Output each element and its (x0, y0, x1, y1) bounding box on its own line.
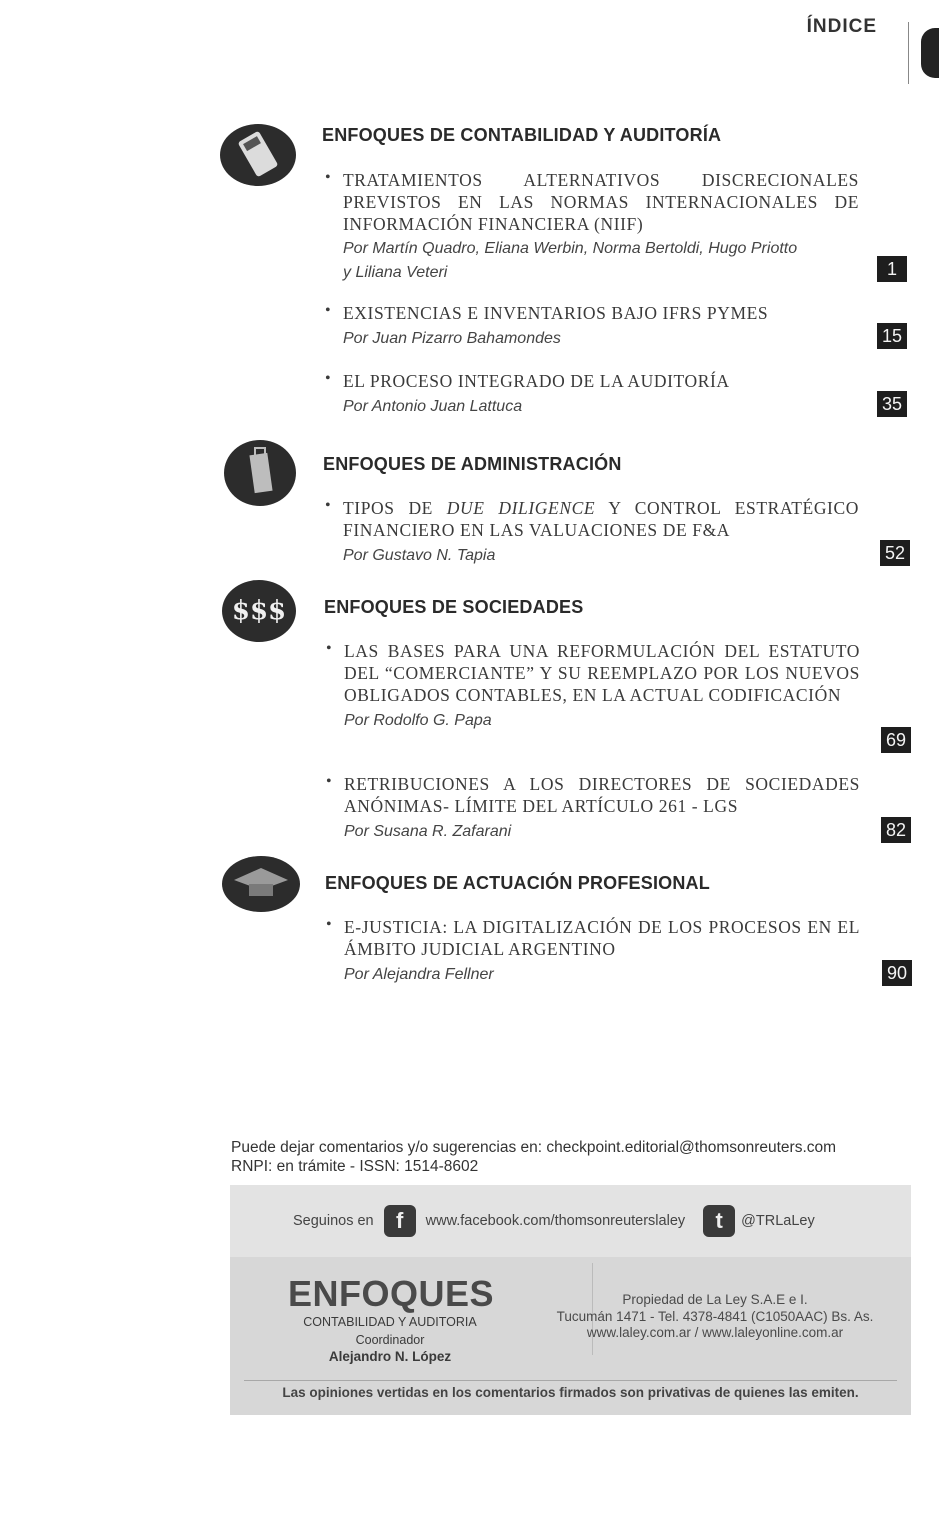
article-title[interactable]: TRATAMIENTOS ALTERNATIVOS DISCRECIONALES PREVISTOS EN LAS NORMAS INTERNACIONALES DE INFORMACIÓN FINANCIERA (NIIF) (343, 170, 859, 234)
follow-label: Seguinos en (293, 1213, 374, 1229)
publisher-address: Tucumán 1471 - Tel. 4378-4841 (C1050AAC) Bs. As. (556, 1309, 874, 1324)
article-title[interactable]: RETRIBUCIONES A LOS DIRECTORES DE SOCIEDADES ANÓNIMAS- LÍMITE DEL ARTÍCULO 261 - LGS (344, 774, 860, 816)
article-item[interactable] (325, 497, 859, 569)
section-title-sociedades: ENFOQUES DE SOCIEDADES (324, 597, 584, 617)
section-title-actuacion-profesional: ENFOQUES DE ACTUACIÓN PROFESIONAL (325, 873, 710, 893)
article-author: Por Martín Quadro, Eliana Werbin, Norma Bertoldi, Hugo Priotto (343, 240, 798, 257)
bullet: • (326, 640, 332, 657)
page-number[interactable]: 82 (881, 817, 911, 843)
article-author: Por Alejandra Fellner (344, 966, 494, 983)
article-title[interactable] (343, 497, 859, 541)
facebook-link[interactable]: www.facebook.com/thomsonreuterslaley (425, 1213, 686, 1229)
coordinator-label: Coordinador (355, 1333, 425, 1347)
article-title[interactable]: E-JUSTICIA: LA DIGITALIZACIÓN DE LOS PROCESOS EN EL ÁMBITO JUDICIAL ARGENTINO (344, 917, 860, 959)
colophon-box (230, 1185, 911, 1415)
section-title-contabilidad: ENFOQUES DE CONTABILIDAD Y AUDITORÍA (322, 125, 722, 145)
twitter-handle[interactable]: @TRLaLey (741, 1213, 815, 1229)
footer-divider (244, 1380, 897, 1381)
article-title[interactable]: LAS BASES PARA UNA REFORMULACIÓN DEL ESTATUTO DEL “COMERCIANTE” Y SU REEMPLAZO POR LOS NUEVOS OBLIGADOS CONTABLES, EN LA ACTUAL CODIFICACIÓN (344, 641, 860, 705)
article-title-part: TIPOS DE (343, 498, 447, 518)
page-number[interactable]: 15 (877, 323, 907, 349)
calculator-icon (220, 124, 296, 186)
brand-subtitle: CONTABILIDAD Y AUDITORIA (303, 1315, 477, 1329)
briefcase-icon (224, 440, 296, 506)
page-number[interactable]: 69 (881, 727, 911, 753)
article-item[interactable] (325, 169, 859, 285)
page-title: ÍNDICE (806, 16, 877, 37)
article-author: Por Rodolfo G. Papa (344, 712, 492, 729)
article-item[interactable] (326, 773, 860, 845)
bullet: • (325, 497, 331, 514)
bullet: • (326, 773, 332, 790)
article-title[interactable]: EXISTENCIAS E INVENTARIOS BAJO IFRS PYMES (343, 303, 769, 323)
article-author: Por Juan Pizarro Bahamondes (343, 330, 561, 347)
article-item[interactable] (325, 302, 859, 352)
bullet: • (325, 370, 331, 387)
publisher-line: Propiedad de La Ley S.A.E e I. (622, 1292, 808, 1307)
graduation-cap-icon (222, 856, 300, 912)
coordinator-name: Alejandro N. López (328, 1349, 452, 1364)
article-item[interactable] (326, 916, 860, 988)
comments-note: Puede dejar comentarios y/o sugerencias en: checkpoint.editorial@thomsonreuters.com (231, 1139, 837, 1156)
article-author: Por Gustavo N. Tapia (343, 547, 496, 564)
dollar-glyph: $$$ (231, 596, 287, 626)
dollar-signs-icon (222, 580, 296, 642)
twitter-icon[interactable]: t (703, 1205, 735, 1237)
page-number[interactable]: 1 (877, 256, 907, 282)
article-author: Por Antonio Juan Lattuca (343, 398, 523, 415)
page-number[interactable]: 52 (880, 540, 910, 566)
bullet: • (326, 916, 332, 933)
publisher-websites[interactable]: www.laley.com.ar / www.laleyonline.com.ar (586, 1325, 844, 1340)
page-number[interactable]: 90 (882, 960, 912, 986)
disclaimer: Las opiniones vertidas en los comentarios firmados son privativas de quienes las emiten. (282, 1385, 859, 1400)
page-number[interactable]: 35 (877, 391, 907, 417)
article-item[interactable] (326, 640, 860, 734)
article-title-part: Y CONTROL ESTRATÉGICO FINANCIERO EN LAS VALUACIONES DE F&A (343, 498, 859, 540)
brand-logo: ENFOQUES (288, 1273, 495, 1314)
article-author-continued: y Liliana Veteri (343, 264, 448, 281)
bullet: • (325, 302, 331, 319)
article-item[interactable] (325, 370, 859, 420)
header-divider (908, 22, 909, 84)
bullet: • (325, 169, 331, 186)
article-title[interactable]: EL PROCESO INTEGRADO DE LA AUDITORÍA (343, 371, 730, 391)
corner-tab (921, 28, 939, 78)
rnpi-note: RNPI: en trámite - ISSN: 1514-8602 (231, 1158, 479, 1175)
section-title-administracion: ENFOQUES DE ADMINISTRACIÓN (323, 454, 622, 474)
facebook-icon[interactable]: f (384, 1205, 416, 1237)
social-bar (230, 1185, 911, 1257)
article-title-emphasis: DUE DILIGENCE (446, 498, 596, 518)
article-author: Por Susana R. Zafarani (344, 823, 512, 840)
